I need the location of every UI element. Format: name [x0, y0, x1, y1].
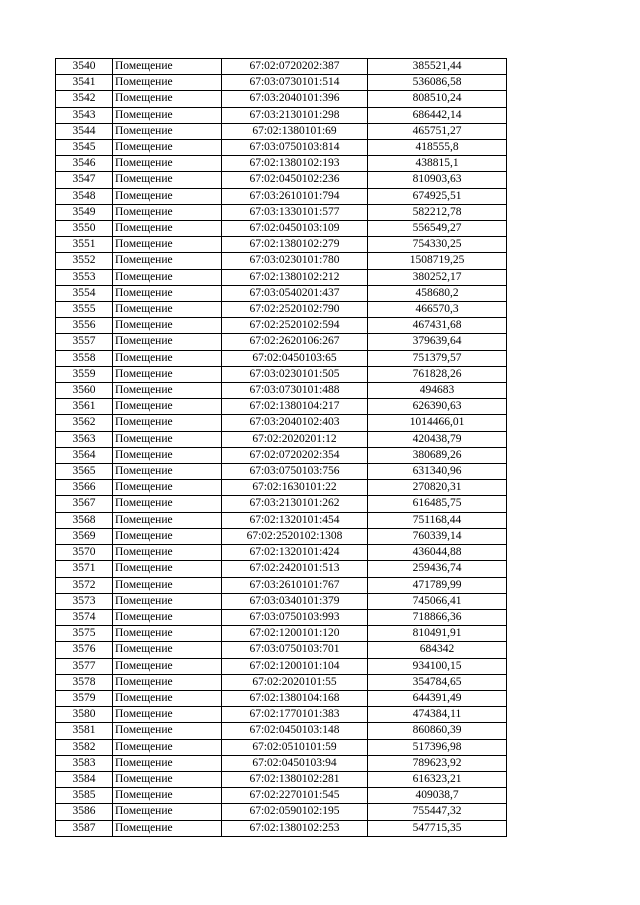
row-number-cell: 3558 — [56, 350, 113, 366]
cadastral-number-cell: 67:02:1380101:69 — [222, 123, 368, 139]
cadastral-number-cell: 67:02:2620106:267 — [222, 334, 368, 350]
row-number-cell: 3577 — [56, 658, 113, 674]
object-type-cell: Помещение — [113, 334, 222, 350]
row-number-cell: 3584 — [56, 771, 113, 787]
row-number-cell: 3546 — [56, 156, 113, 172]
cadastral-number-cell: 67:02:1380104:168 — [222, 690, 368, 706]
value-cell: 458680,2 — [368, 285, 507, 301]
cadastral-number-cell: 67:02:0720202:354 — [222, 447, 368, 463]
cadastral-number-cell: 67:02:2020201:12 — [222, 431, 368, 447]
cadastral-number-cell: 67:02:2020101:55 — [222, 674, 368, 690]
object-type-cell: Помещение — [113, 804, 222, 820]
object-type-cell: Помещение — [113, 626, 222, 642]
cadastral-number-cell: 67:03:2040101:396 — [222, 91, 368, 107]
row-number-cell: 3569 — [56, 528, 113, 544]
cadastral-number-cell: 67:02:0450103:109 — [222, 221, 368, 237]
value-cell: 536086,58 — [368, 75, 507, 91]
row-number-cell: 3568 — [56, 512, 113, 528]
table-row — [56, 593, 507, 609]
cadastral-number-cell: 67:02:0590102:195 — [222, 804, 368, 820]
object-type-cell: Помещение — [113, 156, 222, 172]
object-type-cell: Помещение — [113, 480, 222, 496]
cadastral-number-cell: 67:02:1380102:281 — [222, 771, 368, 787]
value-cell: 1508719,25 — [368, 253, 507, 269]
value-cell: 760339,14 — [368, 528, 507, 544]
cadastral-number-cell: 67:03:2130101:262 — [222, 496, 368, 512]
cadastral-number-cell: 67:02:2420101:513 — [222, 561, 368, 577]
value-cell: 644391,49 — [368, 690, 507, 706]
cadastral-number-cell: 67:03:0750103:993 — [222, 609, 368, 625]
value-cell: 494683 — [368, 383, 507, 399]
row-number-cell: 3551 — [56, 237, 113, 253]
row-number-cell: 3556 — [56, 318, 113, 334]
value-cell: 616485,75 — [368, 496, 507, 512]
object-type-cell: Помещение — [113, 593, 222, 609]
table-row — [56, 609, 507, 625]
value-cell: 616323,21 — [368, 771, 507, 787]
value-cell: 380252,17 — [368, 269, 507, 285]
object-type-cell: Помещение — [113, 221, 222, 237]
row-number-cell: 3561 — [56, 399, 113, 415]
value-cell: 438815,1 — [368, 156, 507, 172]
table-row — [56, 123, 507, 139]
cadastral-number-cell: 67:02:1200101:120 — [222, 626, 368, 642]
value-cell: 379639,64 — [368, 334, 507, 350]
value-cell: 467431,68 — [368, 318, 507, 334]
cadastral-number-cell: 67:02:0720202:387 — [222, 59, 368, 75]
value-cell: 686442,14 — [368, 107, 507, 123]
table-row — [56, 512, 507, 528]
object-type-cell: Помещение — [113, 545, 222, 561]
object-type-cell: Помещение — [113, 253, 222, 269]
table-row — [56, 188, 507, 204]
row-number-cell: 3578 — [56, 674, 113, 690]
value-cell: 718866,36 — [368, 609, 507, 625]
row-number-cell: 3565 — [56, 464, 113, 480]
row-number-cell: 3553 — [56, 269, 113, 285]
value-cell: 582212,78 — [368, 204, 507, 220]
object-type-cell: Помещение — [113, 658, 222, 674]
cadastral-number-cell: 67:03:0750103:814 — [222, 140, 368, 156]
table-row — [56, 140, 507, 156]
object-type-cell: Помещение — [113, 447, 222, 463]
object-type-cell: Помещение — [113, 366, 222, 382]
row-number-cell: 3579 — [56, 690, 113, 706]
row-number-cell: 3571 — [56, 561, 113, 577]
cadastral-number-cell: 67:03:0540201:437 — [222, 285, 368, 301]
value-cell: 751379,57 — [368, 350, 507, 366]
row-number-cell: 3542 — [56, 91, 113, 107]
row-number-cell: 3549 — [56, 204, 113, 220]
object-type-cell: Помещение — [113, 642, 222, 658]
value-cell: 934100,15 — [368, 658, 507, 674]
row-number-cell: 3540 — [56, 59, 113, 75]
table-row — [56, 399, 507, 415]
row-number-cell: 3562 — [56, 415, 113, 431]
table-row — [56, 755, 507, 771]
value-cell: 409038,7 — [368, 788, 507, 804]
object-type-cell: Помещение — [113, 172, 222, 188]
table-row — [56, 383, 507, 399]
row-number-cell: 3573 — [56, 593, 113, 609]
cadastral-number-cell: 67:02:0510101:59 — [222, 739, 368, 755]
value-cell: 270820,31 — [368, 480, 507, 496]
row-number-cell: 3543 — [56, 107, 113, 123]
cadastral-number-cell: 67:02:1200101:104 — [222, 658, 368, 674]
value-cell: 751168,44 — [368, 512, 507, 528]
value-cell: 684342 — [368, 642, 507, 658]
cadastral-number-cell: 67:03:0730101:488 — [222, 383, 368, 399]
table-row — [56, 496, 507, 512]
object-type-cell: Помещение — [113, 577, 222, 593]
cadastral-number-cell: 67:03:0340101:379 — [222, 593, 368, 609]
row-number-cell: 3554 — [56, 285, 113, 301]
object-type-cell: Помещение — [113, 820, 222, 836]
cadastral-number-cell: 67:03:2610101:794 — [222, 188, 368, 204]
value-cell: 436044,88 — [368, 545, 507, 561]
table-row — [56, 658, 507, 674]
value-cell: 418555,8 — [368, 140, 507, 156]
row-number-cell: 3580 — [56, 707, 113, 723]
value-cell: 810903,63 — [368, 172, 507, 188]
cadastral-number-cell: 67:02:1770101:383 — [222, 707, 368, 723]
cadastral-number-cell: 67:03:2610101:767 — [222, 577, 368, 593]
value-cell: 465751,27 — [368, 123, 507, 139]
cadastral-number-cell: 67:02:2520102:790 — [222, 302, 368, 318]
cadastral-number-cell: 67:03:2040102:403 — [222, 415, 368, 431]
value-cell: 631340,96 — [368, 464, 507, 480]
value-cell: 420438,79 — [368, 431, 507, 447]
cadastral-number-cell: 67:02:2520102:594 — [222, 318, 368, 334]
object-type-cell: Помещение — [113, 755, 222, 771]
object-type-cell: Помещение — [113, 399, 222, 415]
value-cell: 755447,32 — [368, 804, 507, 820]
table-row — [56, 334, 507, 350]
object-type-cell: Помещение — [113, 59, 222, 75]
object-type-cell: Помещение — [113, 512, 222, 528]
table-row — [56, 464, 507, 480]
row-number-cell: 3585 — [56, 788, 113, 804]
table-row — [56, 253, 507, 269]
cadastral-number-cell: 67:02:2270101:545 — [222, 788, 368, 804]
object-type-cell: Помещение — [113, 140, 222, 156]
table-row — [56, 690, 507, 706]
object-type-cell: Помещение — [113, 771, 222, 787]
value-cell: 626390,63 — [368, 399, 507, 415]
cadastral-number-cell: 67:02:1320101:424 — [222, 545, 368, 561]
object-type-cell: Помещение — [113, 75, 222, 91]
cadastral-number-cell: 67:02:2520102:1308 — [222, 528, 368, 544]
row-number-cell: 3575 — [56, 626, 113, 642]
value-cell: 380689,26 — [368, 447, 507, 463]
table-row — [56, 561, 507, 577]
row-number-cell: 3576 — [56, 642, 113, 658]
value-cell: 259436,74 — [368, 561, 507, 577]
object-type-cell: Помещение — [113, 674, 222, 690]
value-cell: 754330,25 — [368, 237, 507, 253]
value-cell: 385521,44 — [368, 59, 507, 75]
value-cell: 471789,99 — [368, 577, 507, 593]
property-table-body — [56, 59, 507, 837]
table-row — [56, 739, 507, 755]
table-row — [56, 528, 507, 544]
table-row — [56, 269, 507, 285]
table-row — [56, 545, 507, 561]
object-type-cell: Помещение — [113, 739, 222, 755]
row-number-cell: 3564 — [56, 447, 113, 463]
object-type-cell: Помещение — [113, 237, 222, 253]
object-type-cell: Помещение — [113, 302, 222, 318]
object-type-cell: Помещение — [113, 496, 222, 512]
table-row — [56, 350, 507, 366]
value-cell: 789623,92 — [368, 755, 507, 771]
table-row — [56, 723, 507, 739]
row-number-cell: 3559 — [56, 366, 113, 382]
row-number-cell: 3567 — [56, 496, 113, 512]
table-row — [56, 577, 507, 593]
value-cell: 761828,26 — [368, 366, 507, 382]
value-cell: 556549,27 — [368, 221, 507, 237]
cadastral-number-cell: 67:03:0750103:701 — [222, 642, 368, 658]
object-type-cell: Помещение — [113, 350, 222, 366]
value-cell: 547715,35 — [368, 820, 507, 836]
row-number-cell: 3582 — [56, 739, 113, 755]
object-type-cell: Помещение — [113, 123, 222, 139]
table-row — [56, 156, 507, 172]
row-number-cell: 3572 — [56, 577, 113, 593]
table-row — [56, 366, 507, 382]
table-row — [56, 59, 507, 75]
table-row — [56, 107, 507, 123]
value-cell: 674925,51 — [368, 188, 507, 204]
object-type-cell: Помещение — [113, 788, 222, 804]
object-type-cell: Помещение — [113, 415, 222, 431]
object-type-cell: Помещение — [113, 723, 222, 739]
object-type-cell: Помещение — [113, 318, 222, 334]
cadastral-number-cell: 67:03:0230101:780 — [222, 253, 368, 269]
value-cell: 354784,65 — [368, 674, 507, 690]
value-cell: 810491,91 — [368, 626, 507, 642]
table-row — [56, 237, 507, 253]
value-cell: 808510,24 — [368, 91, 507, 107]
object-type-cell: Помещение — [113, 107, 222, 123]
table-row — [56, 221, 507, 237]
table-row — [56, 318, 507, 334]
object-type-cell: Помещение — [113, 609, 222, 625]
value-cell: 466570,3 — [368, 302, 507, 318]
cadastral-number-cell: 67:02:1380102:193 — [222, 156, 368, 172]
cadastral-number-cell: 67:02:1380102:212 — [222, 269, 368, 285]
value-cell: 1014466,01 — [368, 415, 507, 431]
table-row — [56, 447, 507, 463]
object-type-cell: Помещение — [113, 383, 222, 399]
value-cell: 860860,39 — [368, 723, 507, 739]
cadastral-number-cell: 67:02:1320101:454 — [222, 512, 368, 528]
value-cell: 517396,98 — [368, 739, 507, 755]
property-table — [55, 58, 507, 837]
table-row — [56, 91, 507, 107]
table-row — [56, 415, 507, 431]
cadastral-number-cell: 67:03:0750103:756 — [222, 464, 368, 480]
object-type-cell: Помещение — [113, 690, 222, 706]
object-type-cell: Помещение — [113, 204, 222, 220]
cadastral-number-cell: 67:02:1380102:253 — [222, 820, 368, 836]
cadastral-number-cell: 67:02:1380104:217 — [222, 399, 368, 415]
row-number-cell: 3544 — [56, 123, 113, 139]
table-row — [56, 804, 507, 820]
cadastral-number-cell: 67:02:0450103:94 — [222, 755, 368, 771]
row-number-cell: 3570 — [56, 545, 113, 561]
cadastral-number-cell: 67:03:1330101:577 — [222, 204, 368, 220]
object-type-cell: Помещение — [113, 528, 222, 544]
table-row — [56, 820, 507, 836]
cadastral-number-cell: 67:03:2130101:298 — [222, 107, 368, 123]
table-row — [56, 431, 507, 447]
value-cell: 745066,41 — [368, 593, 507, 609]
object-type-cell: Помещение — [113, 707, 222, 723]
row-number-cell: 3550 — [56, 221, 113, 237]
table-row — [56, 626, 507, 642]
table-row — [56, 172, 507, 188]
table-row — [56, 480, 507, 496]
object-type-cell: Помещение — [113, 431, 222, 447]
cadastral-number-cell: 67:02:1630101:22 — [222, 480, 368, 496]
row-number-cell: 3541 — [56, 75, 113, 91]
cadastral-number-cell: 67:03:0230101:505 — [222, 366, 368, 382]
row-number-cell: 3566 — [56, 480, 113, 496]
table-row — [56, 642, 507, 658]
row-number-cell: 3581 — [56, 723, 113, 739]
table-row — [56, 771, 507, 787]
table-row — [56, 285, 507, 301]
row-number-cell: 3545 — [56, 140, 113, 156]
cadastral-number-cell: 67:02:0450103:65 — [222, 350, 368, 366]
row-number-cell: 3547 — [56, 172, 113, 188]
table-row — [56, 204, 507, 220]
table-row — [56, 75, 507, 91]
object-type-cell: Помещение — [113, 561, 222, 577]
row-number-cell: 3587 — [56, 820, 113, 836]
object-type-cell: Помещение — [113, 188, 222, 204]
table-row — [56, 302, 507, 318]
row-number-cell: 3583 — [56, 755, 113, 771]
object-type-cell: Помещение — [113, 269, 222, 285]
row-number-cell: 3563 — [56, 431, 113, 447]
cadastral-number-cell: 67:02:0450103:148 — [222, 723, 368, 739]
row-number-cell: 3574 — [56, 609, 113, 625]
row-number-cell: 3560 — [56, 383, 113, 399]
cadastral-number-cell: 67:02:0450102:236 — [222, 172, 368, 188]
cadastral-number-cell: 67:03:0730101:514 — [222, 75, 368, 91]
row-number-cell: 3548 — [56, 188, 113, 204]
value-cell: 474384,11 — [368, 707, 507, 723]
table-row — [56, 788, 507, 804]
cadastral-number-cell: 67:02:1380102:279 — [222, 237, 368, 253]
object-type-cell: Помещение — [113, 91, 222, 107]
table-row — [56, 707, 507, 723]
row-number-cell: 3557 — [56, 334, 113, 350]
row-number-cell: 3555 — [56, 302, 113, 318]
object-type-cell: Помещение — [113, 285, 222, 301]
object-type-cell: Помещение — [113, 464, 222, 480]
row-number-cell: 3586 — [56, 804, 113, 820]
row-number-cell: 3552 — [56, 253, 113, 269]
table-row — [56, 674, 507, 690]
